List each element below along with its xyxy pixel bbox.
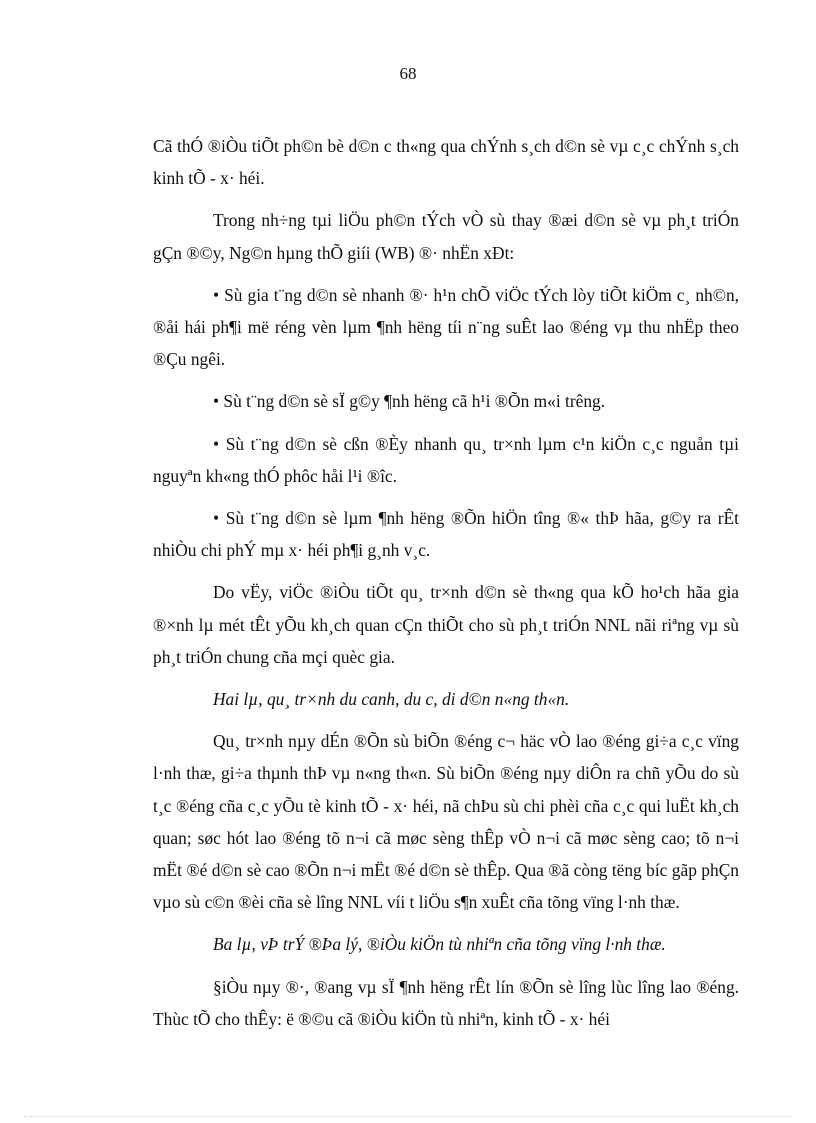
section-heading-italic: Ba lµ, vÞ trÝ ®Þa lý, ®iÒu kiÖn tù nhiªn cña tõng vïng l·nh thæ. (213, 934, 666, 955)
page-bottom-border (24, 1116, 792, 1117)
paragraph-wb-intro: Trong nh÷ng tµi liÖu ph©n tÝch vÒ sù thay ®æi d©n sè vµ ph¸t triÓn gÇn ®©y, Ng©n hµng thÕ giíi (WB) ®· nhËn xÐt: (153, 210, 739, 263)
paragraph-conclusion: Do vËy, viÖc ®iÒu tiÕt qu¸ tr×nh d©n sè th«ng qua kÕ ho¹ch hãa gia ®×nh lµ mét tÊt yÕu kh¸ch quan cÇn thiÕt cho sù ph¸t triÓn NNL nãi riªng vµ sù ph¸t triÓn chung cña mçi quèc gia. (153, 582, 739, 667)
paragraph-migration: Qu¸ tr×nh nµy dÉn ®Õn sù biÕn ®éng c¬ häc vÒ lao ®éng gi÷a c¸c vïng l·nh thæ, gi÷a thµnh thÞ vµ n«ng th«n. Sù biÕn ®éng nµy diÔn ra chñ yÕu do sù t¸c ®éng cña c¸c yÕu tè kinh tÕ - x· héi, nã chÞu sù chi phèi cña c¸c qui luËt kh¸ch quan; søc hót lao ®éng tõ n¬i cã møc sèng thÊp vÒ n¬i cã møc sèng cao; tõ n¬i mËt ®é d©n sè cao ®Õn n¬i mËt ®é d©n sè thÊp. Qua ®ã còng tëng bíc gãp phÇn vµo sù c©n ®èi cña sè lîng NNL víi t liÖu s¶n xuÊt cña tõng vïng l·nh thæ. (153, 731, 739, 913)
bullet-item: • Sù t¨ng d©n sè lµm ¶nh hëng ®Õn hiÖn tîng ®« thÞ hãa, g©y ra rÊt nhiÒu chi phÝ mµ x· héi ph¶i g¸nh v¸c. (153, 508, 739, 561)
bullet-item: • Sù t¨ng d©n sè sÏ g©y ¶nh hëng cã h¹i ®Õn m«i trêng. (213, 391, 606, 412)
bullet-item: • Sù t¨ng d©n sè cßn ®Èy nhanh qu¸ tr×nh lµm c¹n kiÖn c¸c nguån tµi nguyªn kh«ng thÓ phôc håi l¹i ®îc. (153, 433, 739, 486)
body-text (153, 130, 739, 1045)
section-heading-italic: Hai lµ, qu¸ tr×nh du canh, du c, di d©n n«ng th«n. (213, 689, 570, 710)
page-number: 68 (399, 64, 417, 83)
bullet-item: • Sù gia t¨ng d©n sè nhanh ®· h¹n chÕ viÖc tÝch lòy tiÕt kiÖm c¸ nh©n, ®åi hái ph¶i më réng vèn lµm ¶nh hëng tíi n¨ng suÊt lao ®éng vµ thu nhËp theo ®Çu ngêi. (153, 284, 739, 370)
paragraph-geography: §iÒu nµy ®·, ®ang vµ sÏ ¶nh hëng rÊt lín ®Õn sè lîng lùc lîng lao ®éng. Thùc tÕ cho thÊy: ë ®©u cã ®iÒu kiÖn tù nhiªn, kinh tÕ - x· héi (153, 976, 739, 1029)
paragraph-continuation: Cã thÓ ®iÒu tiÕt ph©n bè d©n c th«ng qua chÝnh s¸ch d©n sè vµ c¸c chÝnh s¸ch kinh tÕ - x· héi. (153, 136, 739, 189)
